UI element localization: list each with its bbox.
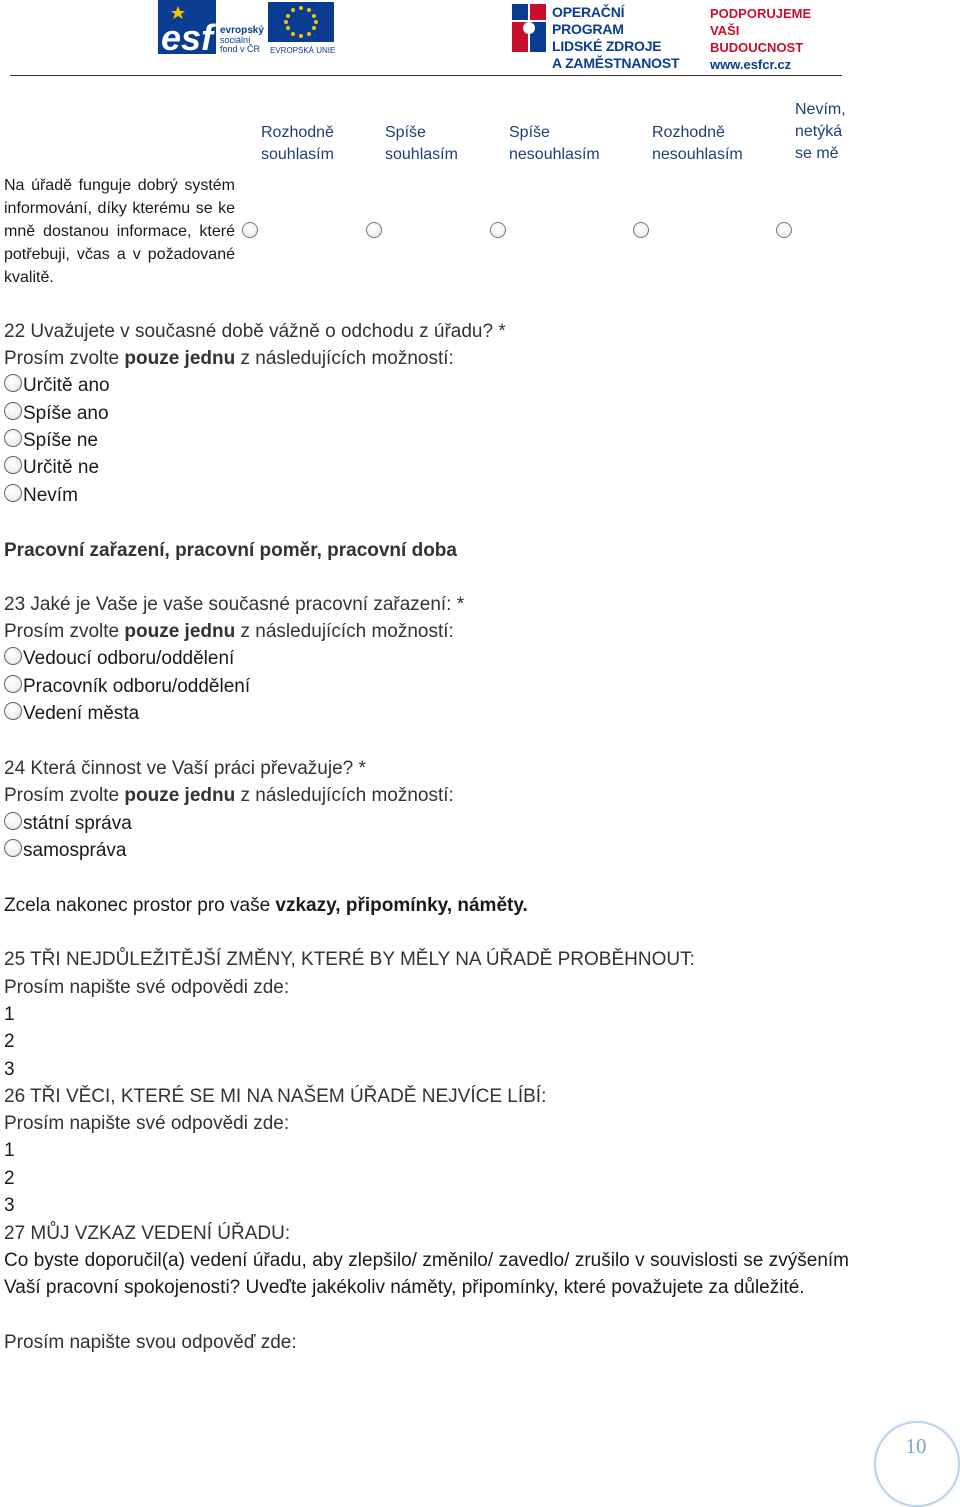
svg-text:esf: esf [161,17,214,56]
instr-text: Prosím zvolte [4,348,125,369]
pod-line-2: VAŠI BUDOUCNOST [710,23,804,55]
oplz-puzzle-icon [510,2,548,54]
scale-radio-disagree[interactable] [490,222,506,238]
q22-option-4[interactable] [4,454,99,481]
option-label: Určitě ne [23,457,100,478]
esf-logo [158,0,336,56]
q26-title: 26 TŘI VĚCI, KTERÉ SE MI NA NAŠEM ÚŘADĚ NEJVÍCE LÍBÍ: [4,1086,547,1107]
option-label: Spíše ano [23,403,109,424]
option-label: Nevím [23,485,78,506]
header-divider [10,75,842,76]
scale-col-label: nesouhlasím [509,146,600,163]
pod-line-1: PODPORUJEME [710,6,812,21]
scale-col-label: souhlasím [385,146,458,163]
instr-text: Prosím zvolte [4,785,125,806]
q27-title: 27 MŮJ VZKAZ VEDENÍ ÚŘADU: [4,1223,291,1244]
q25-answer-1[interactable]: 1 [4,1004,15,1025]
esf-line-2: sociální [220,35,251,45]
scale-col-label: Rozhodně [652,124,725,141]
radio-icon[interactable] [4,675,22,693]
option-label: Vedoucí odboru/oddělení [23,648,235,669]
q25-title: 25 TŘI NEJDŮLEŽITĚJŠÍ ZMĚNY, KTERÉ BY MĚLY NA ÚŘADĚ PROBĚHNOUT: [4,949,695,970]
instr-text: Prosím zvolte [4,621,125,642]
scale-col-strongly-agree [261,122,334,166]
esf-line-1: evropský [220,25,264,36]
eu-label: EVROPSKÁ UNIE [270,46,336,55]
scale-col-label: se mě [795,145,839,162]
q23-title: 23 Jaké je Vaše je vaše současné pracovní zařazení: * [4,594,465,615]
scale-col-label: Nevím, [795,101,846,118]
q24-instruction [4,782,454,809]
esf-line-3: fond v ČR [220,44,261,54]
q24-option-2[interactable] [4,837,127,864]
instr-bold: pouze jednu [124,348,236,369]
q23-option-1[interactable] [4,645,234,672]
scale-radio-dont-know[interactable] [776,222,792,238]
option-label: Spíše ne [23,430,98,451]
scale-col-agree [385,122,458,166]
closing-text [4,892,528,919]
q27-body: Co byste doporučil(a) vedení úřadu, aby zlepšilo/ změnilo/ zavedlo/ zrušilo v souvislosti se zvýšením Vaší pracovní spokojenosti? Uveďte jakékoliv náměty, připomínky, které považujete za důležité. [4,1250,849,1298]
header-logo-bar [158,0,812,72]
scale-radio-strongly-disagree[interactable] [633,222,649,238]
radio-icon[interactable] [4,812,22,830]
scale-col-disagree [509,122,600,166]
q24-title: 24 Která činnost ve Vaší práci převažuje? * [4,758,366,779]
pod-url: www.esfcr.cz [710,57,792,72]
q25-answer-2[interactable]: 2 [4,1031,15,1052]
q26-answer-1[interactable]: 1 [4,1140,15,1161]
q22-option-5[interactable] [4,482,78,509]
q26-answer-2[interactable]: 2 [4,1168,15,1189]
radio-icon[interactable] [4,456,22,474]
oplz-line-1: OPERAČNÍ PROGRAM [552,4,625,37]
page-number: 10 [905,1434,927,1458]
option-label: samospráva [23,840,127,861]
scale-col-label: Spíše [385,124,426,141]
instr-text: z následujících možností: [235,621,454,642]
scale-col-label: Rozhodně [261,124,334,141]
instr-text: z následujících možností: [235,348,454,369]
option-label: Určitě ano [23,375,110,396]
option-label: státní správa [23,813,132,834]
q23-option-2[interactable] [4,673,250,700]
podporujeme-logo [706,0,834,72]
q23-instruction [4,618,454,645]
q26-instruction: Prosím napište své odpovědi zde: [4,1113,290,1134]
q24-option-1[interactable] [4,810,132,837]
q22-option-1[interactable] [4,372,110,399]
instr-bold: pouze jednu [124,621,236,642]
closing-bold: vzkazy, připomínky, náměty. [275,895,528,916]
instr-bold: pouze jednu [124,785,236,806]
scale-col-label: netýká [795,123,843,140]
q25-answer-3[interactable]: 3 [4,1059,15,1080]
option-label: Vedení města [23,703,140,724]
scale-col-label: souhlasím [261,146,334,163]
radio-icon[interactable] [4,374,22,392]
scale-radio-strongly-agree[interactable] [242,222,258,238]
scale-col-dont-know [795,99,846,165]
scale-col-label: nesouhlasím [652,146,743,163]
oplz-line-2: LIDSKÉ ZDROJE [552,38,662,54]
radio-icon[interactable] [4,402,22,420]
q22-option-3[interactable] [4,427,98,454]
scale-radio-agree[interactable] [366,222,382,238]
q26-answer-3[interactable]: 3 [4,1195,15,1216]
radio-icon[interactable] [4,702,22,720]
section-title: Pracovní zařazení, pracovní poměr, pracovní doba [4,540,457,561]
radio-icon[interactable] [4,647,22,665]
q22-instruction [4,345,454,372]
radio-icon[interactable] [4,839,22,857]
q25-instruction: Prosím napište své odpovědi zde: [4,977,290,998]
instr-text: z následujících možností: [235,785,454,806]
oplz-logo [510,0,695,71]
q23-option-3[interactable] [4,700,139,727]
q22-option-2[interactable] [4,400,109,427]
scale-col-label: Spíše [509,124,550,141]
closing-plain: Zcela nakonec prostor pro vaše [4,895,276,916]
scale-statement: Na úřadě funguje dobrý systém informování, díky kterému se ke mně dostanou informace, které potřebuji, včas a v požadované kvalitě. [4,177,235,286]
scale-col-strongly-disagree [652,122,743,166]
oplz-line-3: A ZAMĚSTNANOST [552,55,680,71]
q22-title: 22 Uvažujete v současné době vážně o odchodu z úřadu? * [4,321,506,342]
esf-eu-logo-graphic [158,0,336,56]
radio-icon[interactable] [4,484,22,502]
q27-instruction: Prosím napište svou odpověď zde: [4,1332,297,1353]
option-label: Pracovník odboru/oddělení [23,676,251,697]
radio-icon[interactable] [4,429,22,447]
